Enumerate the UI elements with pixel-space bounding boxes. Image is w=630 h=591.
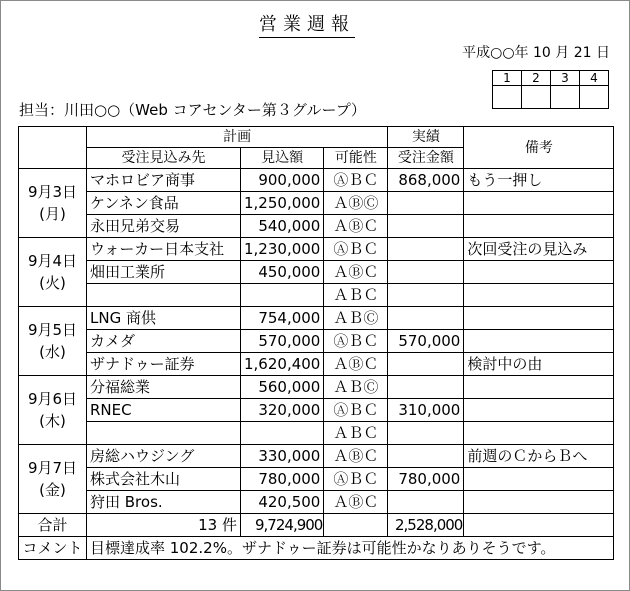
- order-amount-cell[interactable]: [388, 284, 464, 307]
- possibility-cell[interactable]: ＡⒷＣ: [324, 491, 388, 514]
- total-label: 合計: [19, 514, 87, 537]
- client-cell[interactable]: マホロビア商事: [87, 169, 241, 192]
- header-client: 受注見込み先: [87, 148, 241, 169]
- day-of-week: (木): [39, 412, 66, 430]
- header-day: [19, 127, 87, 169]
- stamp-col-header: 3: [551, 71, 580, 86]
- stamp-cell[interactable]: [493, 86, 522, 109]
- page-title: 営業週報: [259, 14, 355, 38]
- report-date: 平成○○年 10 月 21 日: [462, 45, 610, 61]
- day-cell: [19, 307, 87, 376]
- client-cell[interactable]: ケンネン食品: [87, 192, 241, 215]
- client-cell[interactable]: 房総ハウジング: [87, 445, 241, 468]
- comment-label: コメント: [19, 537, 87, 560]
- estimate-cell[interactable]: 754,000: [241, 307, 324, 330]
- table-row: [19, 376, 614, 399]
- estimate-cell[interactable]: 1,250,000: [241, 192, 324, 215]
- table-row: [19, 353, 614, 376]
- possibility-cell[interactable]: ⒶＢＣ: [324, 468, 388, 491]
- client-cell[interactable]: LNG 商供: [87, 307, 241, 330]
- client-cell[interactable]: RNEC: [87, 399, 241, 422]
- possibility-cell[interactable]: ⒶＢＣ: [324, 238, 388, 261]
- note-cell[interactable]: [464, 284, 614, 307]
- note-cell[interactable]: [464, 468, 614, 491]
- client-cell[interactable]: 分福総業: [87, 376, 241, 399]
- estimate-cell[interactable]: 540,000: [241, 215, 324, 238]
- stamp-cell[interactable]: [522, 86, 551, 109]
- note-cell[interactable]: もう一押し: [464, 169, 614, 192]
- possibility-cell[interactable]: ＡⒷＣ: [324, 353, 388, 376]
- total-note: [464, 514, 614, 537]
- comment-text: 目標達成率 102.2%。ザナドゥー証券は可能性かなりありそうです。: [87, 537, 614, 560]
- day-date: 9月5日: [27, 321, 78, 339]
- estimate-cell[interactable]: [241, 422, 324, 445]
- client-cell[interactable]: ザナドゥー証券: [87, 353, 241, 376]
- table-row: [19, 491, 614, 514]
- client-cell[interactable]: 永田兄弟交易: [87, 215, 241, 238]
- day-of-week: (金): [39, 481, 66, 499]
- stamp-col-header: 2: [522, 71, 551, 86]
- estimate-cell[interactable]: 1,620,400: [241, 353, 324, 376]
- note-cell[interactable]: 検討中の由: [464, 353, 614, 376]
- note-cell[interactable]: [464, 491, 614, 514]
- order-amount-cell[interactable]: [388, 238, 464, 261]
- stamp-col-header: 4: [580, 71, 609, 86]
- note-cell[interactable]: [464, 399, 614, 422]
- possibility-cell[interactable]: ＡⒷＣ: [324, 261, 388, 284]
- possibility-cell[interactable]: ＡＢⒸ: [324, 376, 388, 399]
- client-cell[interactable]: 株式会社木山: [87, 468, 241, 491]
- table-row: [19, 445, 614, 468]
- note-cell[interactable]: [464, 192, 614, 215]
- possibility-cell[interactable]: ＡⒷⒸ: [324, 192, 388, 215]
- note-cell[interactable]: [464, 307, 614, 330]
- person-in-charge: 担当：川田○○（Web コアセンター第３グループ）: [19, 101, 366, 119]
- table-row: [19, 330, 614, 353]
- order-amount-cell[interactable]: 570,000: [388, 330, 464, 353]
- order-amount-cell[interactable]: [388, 307, 464, 330]
- table-row: [19, 399, 614, 422]
- estimate-cell[interactable]: 420,500: [241, 491, 324, 514]
- order-amount-cell[interactable]: 780,000: [388, 468, 464, 491]
- day-date: 9月6日: [27, 390, 78, 408]
- estimate-cell[interactable]: 900,000: [241, 169, 324, 192]
- day-date: 9月3日: [27, 183, 78, 201]
- note-cell[interactable]: [464, 422, 614, 445]
- approval-stamp-table: [492, 70, 609, 109]
- day-date: 9月4日: [27, 252, 78, 270]
- table-row: [19, 261, 614, 284]
- day-cell: [19, 376, 87, 445]
- client-cell[interactable]: [87, 422, 241, 445]
- weekly-report-table: [18, 126, 614, 560]
- client-cell[interactable]: 狩田 Bros.: [87, 491, 241, 514]
- possibility-cell[interactable]: ＡＢＣ: [324, 422, 388, 445]
- table-row: [19, 215, 614, 238]
- estimate-cell[interactable]: 1,230,000: [241, 238, 324, 261]
- possibility-cell[interactable]: ⒶＢＣ: [324, 330, 388, 353]
- header-order-amount: 受注金額: [388, 148, 464, 169]
- table-row: [19, 169, 614, 192]
- client-cell[interactable]: 畑田工業所: [87, 261, 241, 284]
- estimate-cell[interactable]: 560,000: [241, 376, 324, 399]
- note-cell[interactable]: [464, 376, 614, 399]
- estimate-cell[interactable]: 320,000: [241, 399, 324, 422]
- table-row: [19, 307, 614, 330]
- total-actual: 2,528,000: [388, 514, 464, 537]
- order-amount-cell[interactable]: [388, 376, 464, 399]
- table-row: [19, 422, 614, 445]
- day-cell: [19, 238, 87, 307]
- total-count: 13 件: [87, 514, 241, 537]
- client-cell[interactable]: [87, 284, 241, 307]
- table-row: [19, 238, 614, 261]
- table-row: [19, 192, 614, 215]
- estimate-cell[interactable]: [241, 284, 324, 307]
- note-cell[interactable]: 次回受注の見込み: [464, 238, 614, 261]
- order-amount-cell[interactable]: [388, 192, 464, 215]
- day-of-week: (火): [39, 274, 66, 292]
- header-plan: 計画: [87, 127, 388, 148]
- header-actual: 実績: [388, 127, 464, 148]
- header-possibility: 可能性: [324, 148, 388, 169]
- order-amount-cell[interactable]: [388, 422, 464, 445]
- stamp-col-header: 1: [493, 71, 522, 86]
- table-row: [19, 284, 614, 307]
- order-amount-cell[interactable]: [388, 215, 464, 238]
- stamp-cell[interactable]: [580, 86, 609, 109]
- possibility-cell[interactable]: ＡⒷＣ: [324, 445, 388, 468]
- total-possibility: [324, 514, 388, 537]
- day-cell: [19, 169, 87, 238]
- header-remarks: 備考: [464, 127, 614, 169]
- note-cell[interactable]: [464, 215, 614, 238]
- order-amount-cell[interactable]: 310,000: [388, 399, 464, 422]
- client-cell[interactable]: ウォーカー日本支社: [87, 238, 241, 261]
- day-cell: [19, 445, 87, 514]
- possibility-cell[interactable]: ⒶＢＣ: [324, 399, 388, 422]
- order-amount-cell[interactable]: [388, 491, 464, 514]
- order-amount-cell[interactable]: [388, 353, 464, 376]
- estimate-cell[interactable]: 570,000: [241, 330, 324, 353]
- estimate-cell[interactable]: 450,000: [241, 261, 324, 284]
- possibility-cell[interactable]: ＡＢⒸ: [324, 307, 388, 330]
- estimate-cell[interactable]: 780,000: [241, 468, 324, 491]
- day-date: 9月7日: [27, 459, 78, 477]
- day-of-week: (月): [39, 205, 66, 223]
- order-amount-cell[interactable]: [388, 261, 464, 284]
- header-estimate: 見込額: [241, 148, 324, 169]
- possibility-cell[interactable]: ＡＢＣ: [324, 284, 388, 307]
- possibility-cell[interactable]: ⒶＢＣ: [324, 169, 388, 192]
- order-amount-cell[interactable]: [388, 445, 464, 468]
- table-row: [19, 468, 614, 491]
- possibility-cell[interactable]: ＡⒷＣ: [324, 215, 388, 238]
- estimate-cell[interactable]: 330,000: [241, 445, 324, 468]
- note-cell[interactable]: [464, 330, 614, 353]
- note-cell[interactable]: [464, 261, 614, 284]
- total-estimate: 9,724,900: [241, 514, 324, 537]
- stamp-cell[interactable]: [551, 86, 580, 109]
- note-cell[interactable]: 前週のＣからＢへ: [464, 445, 614, 468]
- client-cell[interactable]: カメダ: [87, 330, 241, 353]
- order-amount-cell[interactable]: 868,000: [388, 169, 464, 192]
- day-of-week: (水): [39, 343, 66, 361]
